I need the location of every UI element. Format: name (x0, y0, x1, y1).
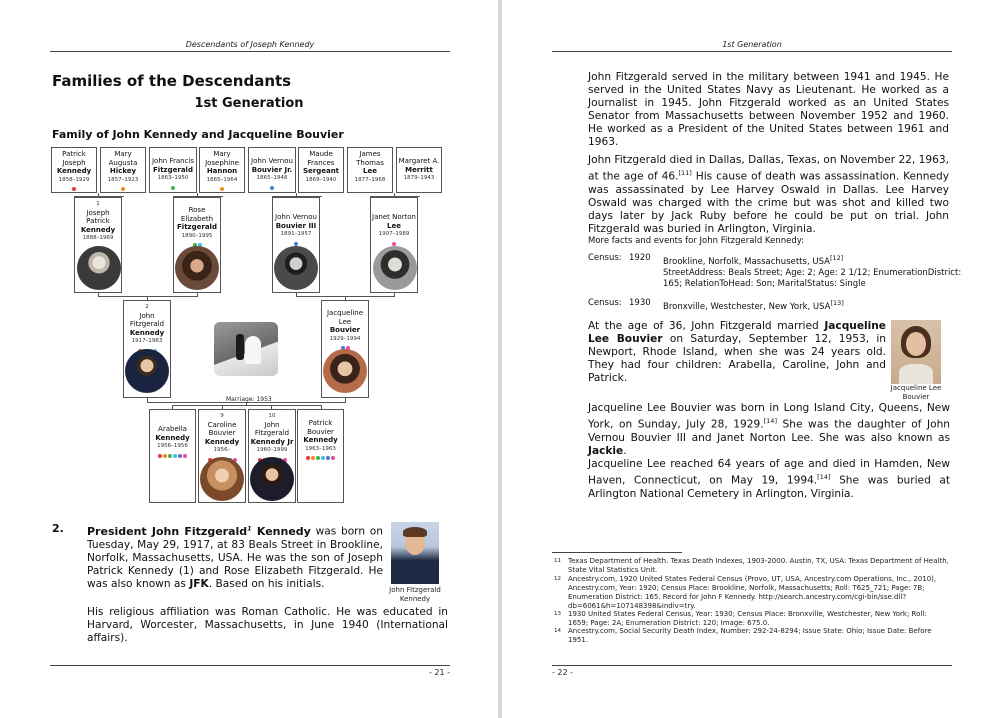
footnote-rule (552, 552, 682, 553)
tree-person-box[interactable]: John Vernou Bouvier Jr. 1865–1948 (248, 147, 296, 193)
tree-person-box[interactable]: Mary Josephine Hannon 1865–1964 (199, 147, 245, 193)
tree-person-box[interactable]: Patrick Bouvier Kennedy 1963–1963 (297, 409, 344, 503)
tree-person-box[interactable]: Rose Elizabeth Fitzgerald 1890–1995 (173, 197, 221, 293)
page-title: Families of the Descendants (52, 72, 292, 90)
tree-person-box[interactable]: James Thomas Lee 1877–1968 (347, 147, 393, 193)
tree-person-box[interactable]: 2 John Fitzgerald Kennedy 1917–1963 (123, 300, 171, 398)
portrait-john-jr (250, 457, 294, 501)
portrait-joseph-kennedy (77, 246, 121, 290)
left-page (0, 0, 498, 718)
entry-paragraph: President John Fitzgerald$^1$ Kennedy was born on Tuesday, May 29, 1917, at 83 Beals Street in Brookline, Norfolk, Massachusetts, USA. He was the son of Joseph Patrick Kennedy (1) and Rose Elizabeth Fitzgerald. He was also known as JFK. Based on his initials. (87, 524, 383, 590)
facts-heading: More facts and events for John Fitzgerald Kennedy: (588, 236, 804, 246)
family-heading: Family of John Kennedy and Jacqueline Bouvier (52, 128, 344, 141)
footnote: 13 1930 United States Federal Census, Year: 1930; Census Place: Bronxville, Westchester, New York; Roll: 1659; Page: 2A; Enumeration District: 120; Image: 675.0. (554, 610, 927, 627)
portrait-jacqueline (323, 349, 367, 393)
jfk-photo (391, 522, 439, 584)
footnote: 12 Ancestry.com, 1920 United States Federal Census (Provo, UT, USA, Ancestry.com Operations, Inc., 2010), Ancestry.com, Year: 1920; Census Place: Brookline, Norfolk, Massachusetts; Roll: T625_721; Page: 7B; Enumeration District: 165. Record for John F Kennedy. http://search.ancestry.com/cgi-bin/sse.dll?db=6061&h=107148398&indiv=try. (554, 575, 937, 610)
generation-heading: 1st Generation (194, 96, 304, 111)
tree-person-box[interactable]: Patrick Joseph Kennedy 1858–1929 (51, 147, 97, 193)
portrait-caroline (200, 457, 244, 501)
footnote: 14 Ancestry.com, Social Security Death Index, Number: 292-24-8294; Issue State: Ohio; Issue Date: Before 1951. (554, 627, 932, 644)
jacqueline-photo-caption: Jacqueline Lee Bouvier (890, 384, 942, 401)
page-number: - 21 - (50, 665, 450, 677)
tree-person-box[interactable]: 1 Joseph Patrick Kennedy 1888–1969 (74, 197, 122, 293)
tree-person-box[interactable]: John Francis Fitzgerald 1863–1950 (149, 147, 197, 193)
wedding-photo (214, 322, 278, 376)
tree-person-box[interactable]: Jacqueline Lee Bouvier 1929–1994 (321, 300, 369, 398)
portrait-janet-lee (373, 246, 417, 290)
death-paragraph: John Fitzgerald died in Dallas, Dallas, Texas, on November 22, 1963, at the age of 46.[11] His cause of death was assassination. Kennedy was assassinated by Lee Harvey Oswald in Dallas. Lee Harvey Oswald was charged with the crime but was shot and killed two days later by Jack Ruby before he could be put on trial. John Fitzgerald was buried in Arlington, Virginia. (588, 154, 949, 235)
spouse-death-paragraph: Jacqueline Lee reached 64 years of age and died in Hamden, New Haven, Connecticut, on May 19, 1994.[14] She was buried at Arlington National Cemetery in Arlington, Virginia. (588, 458, 950, 500)
right-page (502, 0, 1000, 718)
footnote: 11 Texas Department of Health. Texas Death Indexes, 1903-2000. Austin, TX, USA: Texas Department of Health, State Vital Statistics Unit. (554, 557, 949, 574)
portrait-rose-fitzgerald (175, 246, 219, 290)
tree-person-box[interactable]: John Vernou Bouvier III 1891–1957 (272, 197, 320, 293)
tree-person-box[interactable]: Maude Frances Sergeant 1869–1940 (298, 147, 344, 193)
fact-row: Census: 1930 Bronxville, Westchester, New York, USA[13] (588, 298, 844, 312)
tree-person-box[interactable]: 10 John Fitzgerald Kennedy Jr 1960–1999 (248, 409, 296, 503)
tree-person-box[interactable]: Mary Augusta Hickey 1857–1923 (100, 147, 146, 193)
marriage-label: Marriage: 1953 (226, 396, 272, 403)
fact-row: Census: 1920 Brookline, Norfolk, Massachusetts, USA[12] StreetAddress: Beals Street; Age: 2; Age: 2 1/12; EnumerationDistrict: 165; RelationToHead: Son; MaritalStatus: Single (588, 253, 962, 289)
jfk-photo-caption: John Fitzgerald Kennedy (389, 586, 441, 603)
military-paragraph: John Fitzgerald served in the military between 1941 and 1945. He served in the United States Navy as Lieutenant. He worked as a Journalist in 1945. John Fitzgerald worked as an United States Senator from Massachusetts between November 1952 and 1960. He worked as a President of the United States between 1961 and 1963. (588, 71, 949, 148)
marriage-paragraph: At the age of 36, John Fitzgerald married Jacqueline Lee Bouvier on Saturday, September 12, 1953, in Newport, Rhode Island, when she was 24 years old. They had four children: Arabella, Caroline, John and Patrick. (588, 320, 887, 384)
religion-paragraph: His religious affiliation was Roman Catholic. He was educated in Harvard, Worcester, Massachusetts, in June 1940 (International affairs). (87, 606, 448, 644)
portrait-jfk (125, 349, 169, 393)
spouse-paragraph: Jacqueline Lee Bouvier was born in Long Island City, Queens, New York, on Sunday, July 28, 1929.[14] She was the daughter of John Vernou Bouvier III and Janet Norton Lee. She was also known as Jackie. (588, 402, 951, 457)
tree-person-box[interactable]: Arabella Kennedy 1956–1956 (149, 409, 196, 503)
tree-person-box[interactable]: Janet Norton Lee 1907–1989 (370, 197, 418, 293)
jacqueline-photo (891, 320, 941, 384)
page-header: Descendants of Joseph Kennedy (50, 40, 450, 52)
portrait-john-bouvier (274, 246, 318, 290)
page-header: 1st Generation (552, 40, 952, 52)
tree-person-box[interactable]: 9 Caroline Bouvier Kennedy 1956– (198, 409, 246, 503)
tree-person-box[interactable]: Margaret A. Merritt 1879–1943 (396, 147, 442, 193)
page-number: - 22 - (552, 665, 952, 677)
entry-number: 2. (52, 522, 64, 535)
